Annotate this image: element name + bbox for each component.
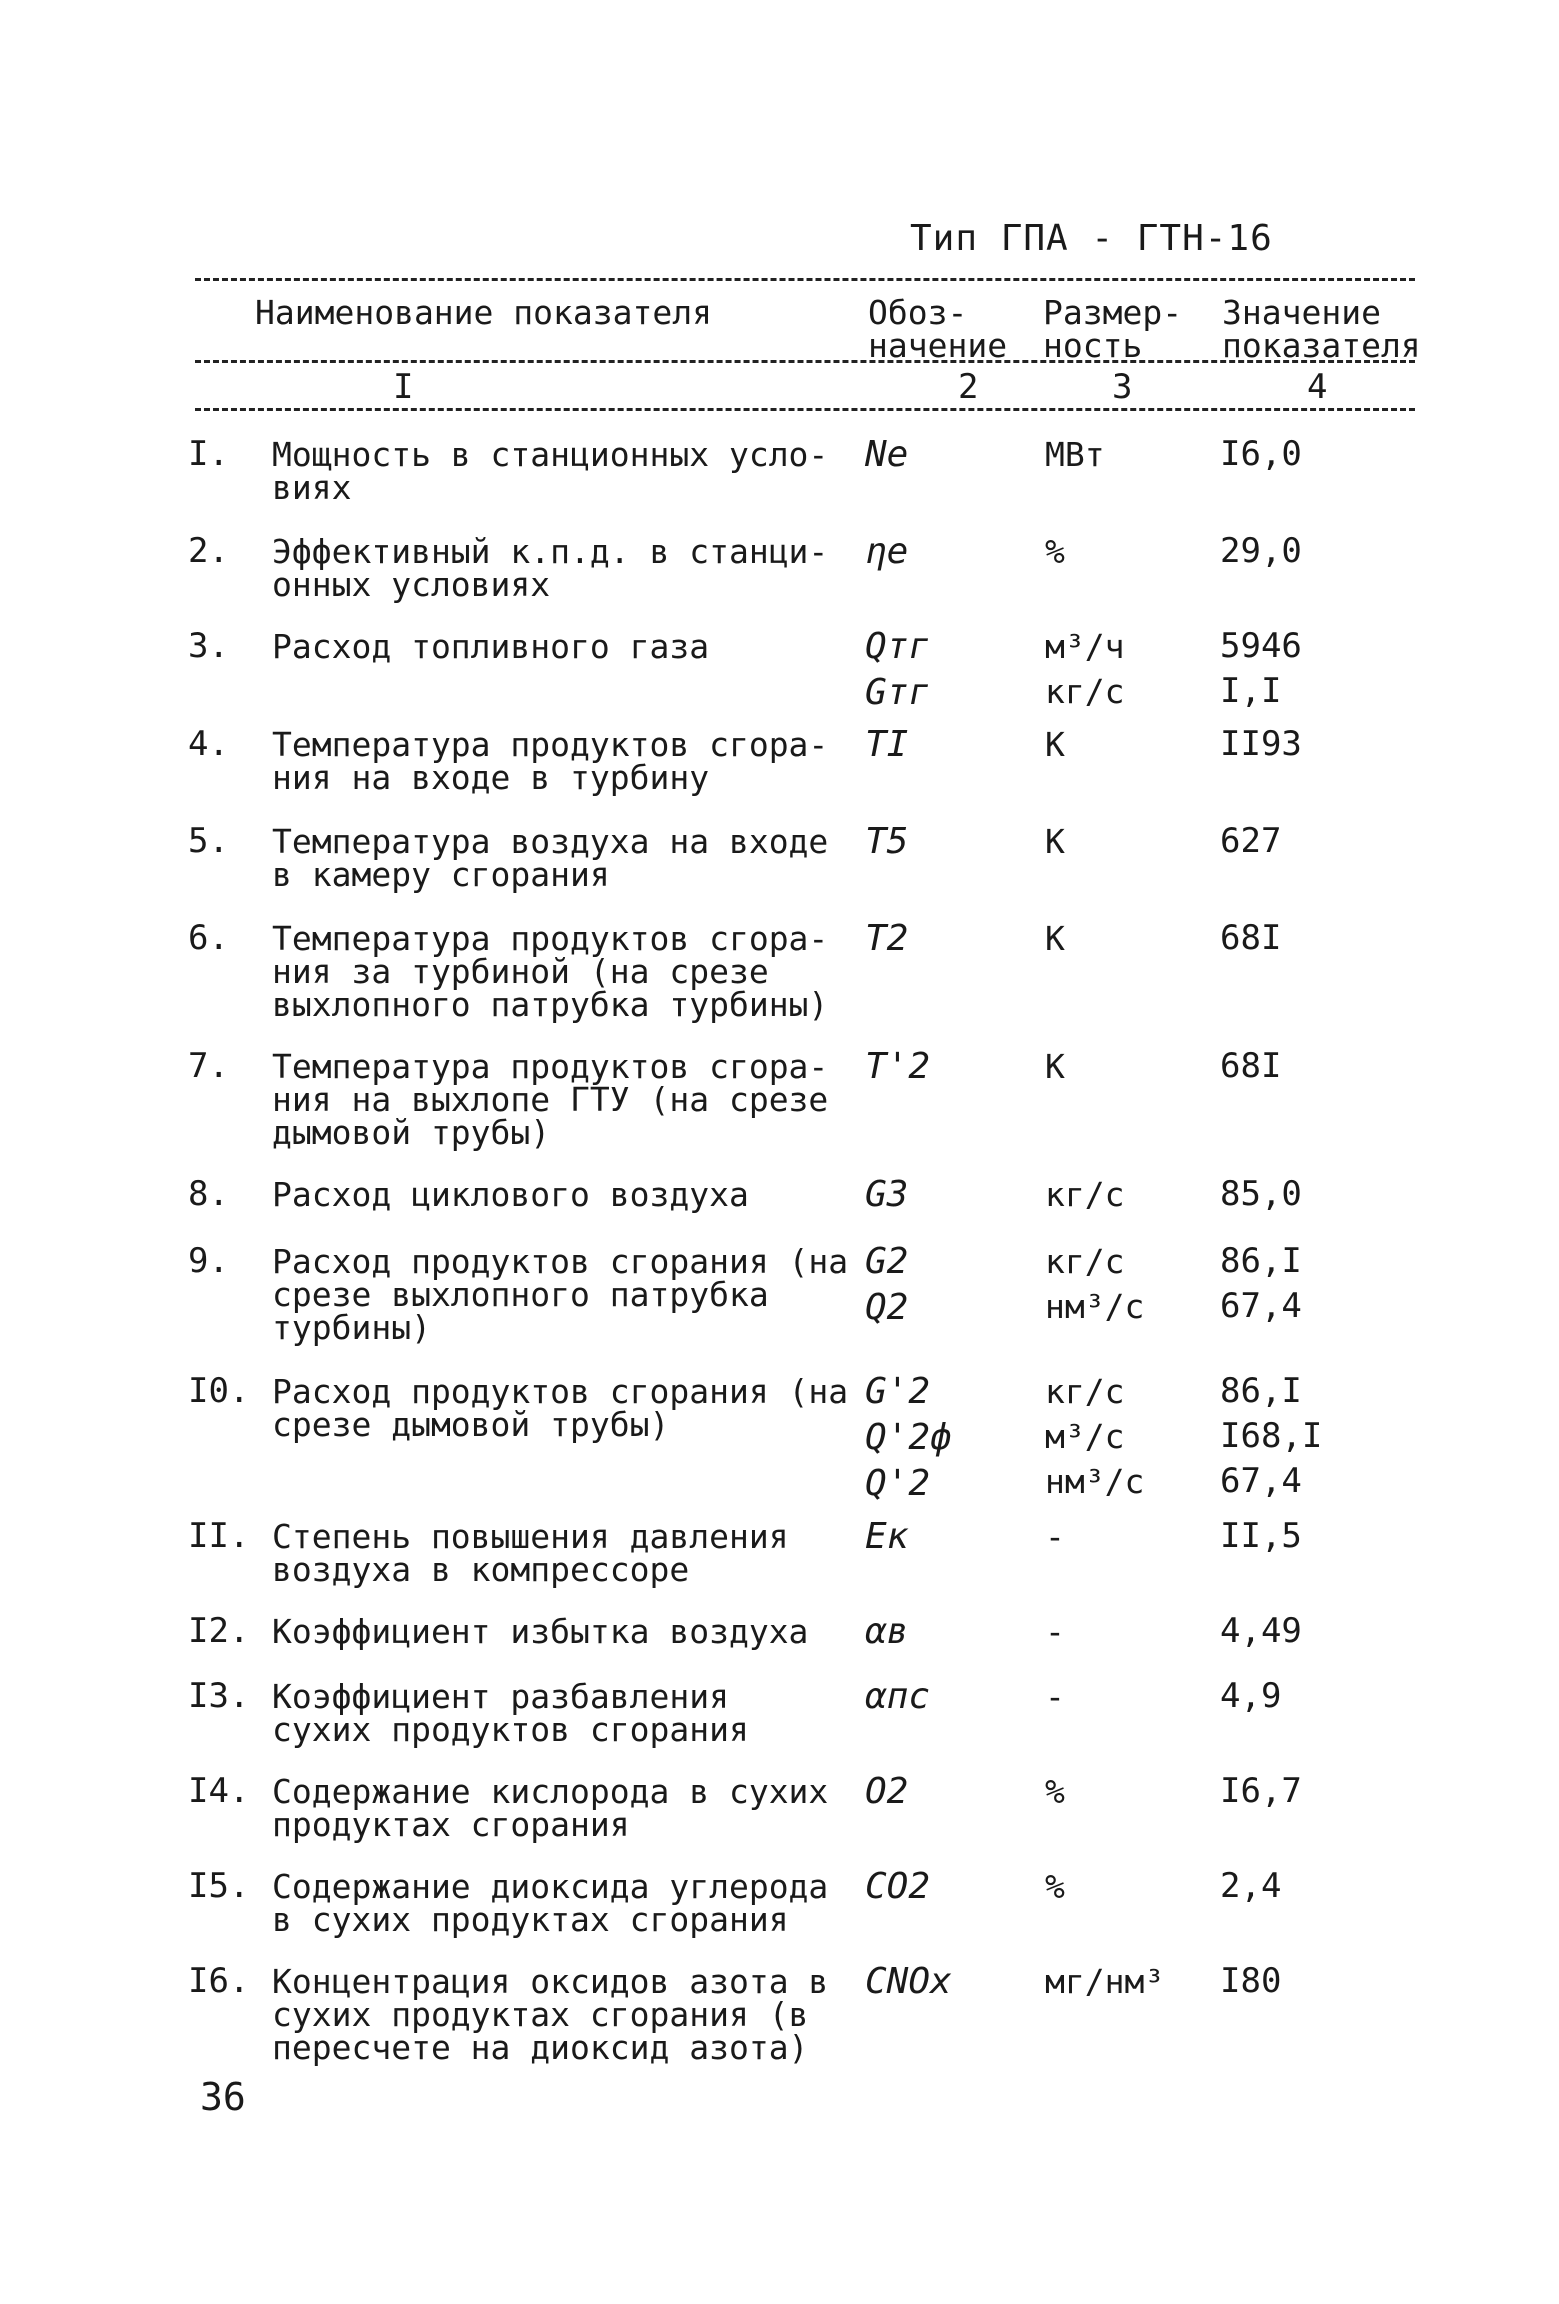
- row-symbol: [865, 1174, 909, 1215]
- header-bottom-rule: [195, 360, 1415, 363]
- row-indicator-name: [272, 1175, 872, 1214]
- row-value-line: II,5: [1220, 1516, 1302, 1556]
- column-number-4: 4: [1307, 367, 1328, 407]
- row-symbol-line: ηе: [865, 531, 909, 572]
- row-value-line: 4,49: [1220, 1611, 1302, 1651]
- row-unit: [1045, 627, 1125, 720]
- row-unit: [1045, 1242, 1145, 1335]
- row-value: [1220, 1676, 1282, 1716]
- row-value-line: 86,I: [1220, 1241, 1302, 1281]
- row-indicator-name-line: Температура продуктов сгора-: [272, 725, 829, 764]
- header-name: Наименование показателя: [255, 293, 712, 332]
- row-value: [1220, 1866, 1282, 1906]
- row-indicator-name-line: Расход топливного газа: [272, 627, 710, 666]
- row-symbol: [865, 1771, 909, 1812]
- row-symbol-line: TI: [865, 724, 909, 765]
- row-unit: [1045, 1772, 1065, 1811]
- row-symbol: [865, 626, 931, 722]
- row-symbol-line: Eк: [865, 1516, 909, 1557]
- row-indicator-name: [272, 725, 872, 797]
- row-symbol-line: Q2: [865, 1287, 909, 1328]
- row-indicator-name-line: Температура продуктов сгора-: [272, 1047, 829, 1086]
- table-top-rule: [195, 278, 1415, 281]
- row-indicator-name-line: Расход продуктов сгорания (на: [272, 1372, 849, 1411]
- row-number: 5.: [188, 821, 229, 861]
- row-value: [1220, 1771, 1302, 1811]
- row-symbol-line: Q'2: [865, 1463, 931, 1504]
- row-value: [1220, 821, 1282, 861]
- row-indicator-name-line: срезе дымовой трубы): [272, 1405, 670, 1444]
- row-value: [1220, 1516, 1302, 1556]
- row-symbol-line: G2: [865, 1241, 909, 1282]
- row-value-line: II93: [1220, 724, 1302, 764]
- row-unit: [1045, 1175, 1125, 1214]
- row-indicator-name-line: дымовой трубы): [272, 1113, 551, 1152]
- row-number: I.: [188, 434, 229, 474]
- row-symbol-line: Qтг: [865, 626, 931, 667]
- row-value: [1220, 1611, 1302, 1651]
- row-indicator-name: [272, 1612, 872, 1651]
- column-number-3: 3: [1112, 367, 1133, 407]
- row-indicator-name-line: пересчете на диоксид азота): [272, 2028, 809, 2067]
- row-value: [1220, 918, 1282, 958]
- row-indicator-name-line: Расход циклового воздуха: [272, 1175, 749, 1214]
- row-indicator-name: [272, 1772, 872, 1844]
- row-unit: [1045, 725, 1065, 764]
- row-value: [1220, 1241, 1302, 1335]
- row-symbol-line: O2: [865, 1771, 909, 1812]
- row-symbol-line: G'2: [865, 1371, 931, 1412]
- row-unit-line: нм³/с: [1045, 1462, 1145, 1501]
- row-unit-line: кг/с: [1045, 1372, 1125, 1411]
- row-unit-line: кг/с: [1045, 1242, 1125, 1281]
- row-symbol: [865, 1611, 909, 1652]
- row-value-line: 68I: [1220, 918, 1282, 958]
- row-indicator-name: [272, 822, 872, 894]
- row-indicator-name-line: Степень повышения давления: [272, 1517, 789, 1556]
- row-value-line: 4,9: [1220, 1676, 1282, 1716]
- row-indicator-name-line: ния на входе в турбину: [272, 758, 710, 797]
- row-value-line: 68I: [1220, 1046, 1282, 1086]
- row-value: [1220, 1046, 1282, 1086]
- row-unit-line: -: [1045, 1612, 1065, 1651]
- row-unit: [1045, 1867, 1065, 1906]
- row-unit: [1045, 1962, 1165, 2001]
- row-number: 7.: [188, 1046, 229, 1086]
- row-value-line: I80: [1220, 1961, 1282, 2001]
- row-unit-line: кг/с: [1045, 672, 1125, 711]
- row-unit-line: МВт: [1045, 435, 1105, 474]
- row-value: [1220, 626, 1302, 720]
- row-unit: [1045, 1047, 1065, 1086]
- row-value: [1220, 1961, 1282, 2001]
- row-indicator-name: [272, 1047, 872, 1152]
- row-indicator-name-line: срезе выхлопного патрубка: [272, 1275, 769, 1314]
- row-value: [1220, 434, 1302, 474]
- row-unit-line: нм³/с: [1045, 1287, 1145, 1326]
- row-unit-line: %: [1045, 1772, 1065, 1811]
- row-symbol-line: CO2: [865, 1866, 931, 1907]
- row-symbol-line: αпс: [865, 1676, 931, 1717]
- row-unit: [1045, 1612, 1065, 1651]
- row-indicator-name: [272, 532, 872, 604]
- row-indicator-name: [272, 627, 872, 666]
- row-indicator-name-line: Температура продуктов сгора-: [272, 919, 829, 958]
- row-indicator-name-line: сухих продуктов сгорания: [272, 1710, 749, 1749]
- row-value-line: I68,I: [1220, 1416, 1323, 1456]
- row-indicator-name-line: Коэффициент разбавления: [272, 1677, 729, 1716]
- row-number: II.: [188, 1516, 250, 1556]
- row-symbol: [865, 1516, 909, 1557]
- row-indicator-name-line: воздуха в компрессоре: [272, 1550, 690, 1589]
- row-value-line: 67,4: [1220, 1286, 1302, 1326]
- row-indicator-name: [272, 1372, 872, 1444]
- row-unit-line: %: [1045, 532, 1065, 571]
- header-value: Значение показателя: [1222, 293, 1421, 365]
- column-number-1: I: [393, 367, 414, 407]
- row-unit-line: м³/с: [1045, 1417, 1125, 1456]
- row-unit: [1045, 1677, 1065, 1716]
- row-symbol-line: T'2: [865, 1046, 931, 1087]
- row-indicator-name-line: Содержание кислорода в сухих: [272, 1772, 829, 1811]
- header-unit: Размер- ность: [1043, 293, 1183, 365]
- row-unit-line: -: [1045, 1517, 1065, 1556]
- row-symbol: [865, 1241, 909, 1337]
- row-indicator-name: [272, 919, 872, 1024]
- row-unit-line: -: [1045, 1677, 1065, 1716]
- row-indicator-name-line: продуктах сгорания: [272, 1805, 630, 1844]
- row-unit-line: кг/с: [1045, 1175, 1125, 1214]
- row-indicator-name-line: сухих продуктах сгорания (в: [272, 1995, 809, 2034]
- row-indicator-name: [272, 1677, 872, 1749]
- row-value-line: I6,0: [1220, 434, 1302, 474]
- row-value-line: I,I: [1220, 671, 1282, 711]
- row-value-line: 5946: [1220, 626, 1302, 666]
- row-symbol: [865, 1676, 931, 1717]
- row-number: 8.: [188, 1174, 229, 1214]
- row-symbol-line: Q'2ф: [865, 1417, 952, 1458]
- row-number: I0.: [188, 1371, 250, 1411]
- row-indicator-name-line: Расход продуктов сгорания (на: [272, 1242, 849, 1281]
- row-indicator-name-line: ния за турбиной (на срезе: [272, 952, 769, 991]
- column-number-2: 2: [958, 367, 979, 407]
- row-indicator-name-line: выхлопного патрубка турбины): [272, 985, 829, 1024]
- row-number: I5.: [188, 1866, 250, 1906]
- row-unit: [1045, 1517, 1065, 1556]
- row-unit: [1045, 1372, 1145, 1510]
- row-unit-line: К: [1045, 1047, 1065, 1086]
- row-symbol: [865, 918, 909, 959]
- row-indicator-name: [272, 1962, 872, 2067]
- row-number: I6.: [188, 1961, 250, 2001]
- gpa-type-caption: Тип ГПА - ГТН-16: [910, 218, 1273, 259]
- row-symbol: [865, 434, 909, 475]
- row-symbol: [865, 1371, 952, 1513]
- row-indicator-name: [272, 1242, 872, 1347]
- row-number: 6.: [188, 918, 229, 958]
- row-unit-line: К: [1045, 725, 1065, 764]
- row-number: I4.: [188, 1771, 250, 1811]
- row-symbol-line: T5: [865, 821, 909, 862]
- row-unit: [1045, 435, 1105, 474]
- row-value: [1220, 531, 1302, 571]
- row-indicator-name: [272, 435, 872, 507]
- row-indicator-name-line: турбины): [272, 1308, 431, 1347]
- row-number: I2.: [188, 1611, 250, 1651]
- row-symbol: [865, 1866, 931, 1907]
- row-indicator-name: [272, 1517, 872, 1589]
- row-unit: [1045, 919, 1065, 958]
- row-value-line: 2,4: [1220, 1866, 1282, 1906]
- row-indicator-name-line: Температура воздуха на входе: [272, 822, 829, 861]
- row-symbol-line: CNOx: [865, 1961, 952, 2002]
- row-number: 3.: [188, 626, 229, 666]
- row-unit-line: К: [1045, 919, 1065, 958]
- row-indicator-name-line: онных условиях: [272, 565, 551, 604]
- row-symbol-line: αв: [865, 1611, 909, 1652]
- row-symbol-line: G3: [865, 1174, 909, 1215]
- row-unit-line: мг/нм³: [1045, 1962, 1165, 2001]
- row-value-line: 627: [1220, 821, 1282, 861]
- row-symbol: [865, 724, 909, 765]
- row-indicator-name-line: Содержание диоксида углерода: [272, 1867, 829, 1906]
- row-indicator-name-line: в сухих продуктах сгорания: [272, 1900, 789, 1939]
- row-indicator-name-line: ния на выхлопе ГТУ (на срезе: [272, 1080, 829, 1119]
- row-value-line: 29,0: [1220, 531, 1302, 571]
- row-number: 2.: [188, 531, 229, 571]
- row-indicator-name-line: виях: [272, 468, 352, 507]
- column-numbers-rule: [195, 408, 1415, 411]
- row-value-line: 86,I: [1220, 1371, 1302, 1411]
- page-number: 36: [200, 2075, 246, 2119]
- row-symbol: [865, 1046, 931, 1087]
- row-value: [1220, 724, 1302, 764]
- row-symbol: [865, 821, 909, 862]
- header-symbol: Обоз- начение: [868, 293, 1008, 365]
- row-symbol-line: T2: [865, 918, 909, 959]
- row-unit-line: К: [1045, 822, 1065, 861]
- row-indicator-name-line: Мощность в станционных усло-: [272, 435, 829, 474]
- row-indicator-name-line: Эффективный к.п.д. в станци-: [272, 532, 829, 571]
- row-indicator-name-line: Коэффициент избытка воздуха: [272, 1612, 809, 1651]
- row-indicator-name-line: в камеру сгорания: [272, 855, 610, 894]
- row-value-line: 67,4: [1220, 1461, 1302, 1501]
- row-unit-line: %: [1045, 1867, 1065, 1906]
- row-value-line: 85,0: [1220, 1174, 1302, 1214]
- row-indicator-name: [272, 1867, 872, 1939]
- row-indicator-name-line: Концентрация оксидов азота в: [272, 1962, 829, 2001]
- row-unit: [1045, 532, 1065, 571]
- row-value: [1220, 1174, 1302, 1214]
- row-unit-line: м³/ч: [1045, 627, 1125, 666]
- row-value: [1220, 1371, 1323, 1510]
- row-symbol: [865, 1961, 952, 2002]
- row-value-line: I6,7: [1220, 1771, 1302, 1811]
- row-number: I3.: [188, 1676, 250, 1716]
- row-number: 9.: [188, 1241, 229, 1281]
- row-number: 4.: [188, 724, 229, 764]
- row-symbol: [865, 531, 909, 572]
- row-symbol-line: Nе: [865, 434, 909, 475]
- row-unit: [1045, 822, 1065, 861]
- row-symbol-line: Gтг: [865, 672, 931, 713]
